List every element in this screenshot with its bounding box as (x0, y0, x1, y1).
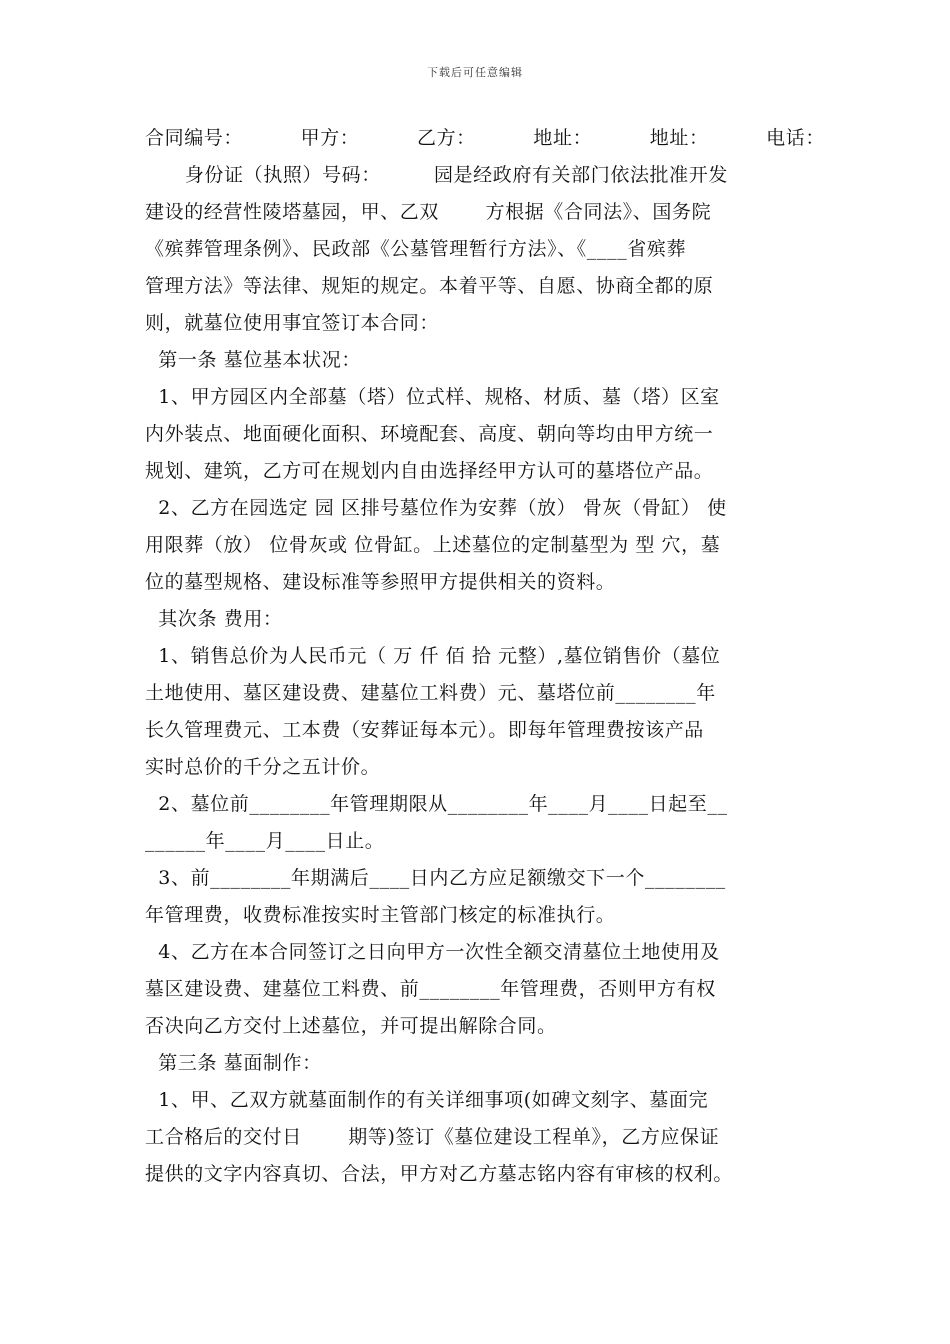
text-line: 年管理费，收费标准按实时主管部门核定的标准执行。 (145, 904, 616, 926)
text-line: 管理方法》等法律、规矩的规定。本着平等、自愿、协商全都的原 (145, 275, 714, 297)
text-line: 实时总价的千分之五计价。 (145, 756, 381, 778)
text-line: 提供的文字内容真切、合法，甲方对乙方墓志铭内容有审核的权利。 (145, 1163, 734, 1185)
text-line: 1、甲方园区内全部墓（塔）位式样、规格、材质、墓（塔）区室 (145, 386, 720, 408)
text-line: 则，就墓位使用事宜签订本合同： (145, 312, 440, 334)
text-line: 工合格后的交付日 期等)签订《墓位建设工程单》，乙方应保证 (145, 1126, 720, 1148)
text-line: 《殡葬管理条例》、民政部《公墓管理暂行方法》、《____省殡葬 (145, 238, 687, 260)
text-line: 墓区建设费、建墓位工料费、前________年管理费，否则甲方有权 (145, 978, 716, 1000)
field-phone: 电话： (766, 127, 825, 149)
text-line: 第三条 墓面制作： (145, 1052, 322, 1074)
text-line: 其次条 费用： (145, 608, 283, 630)
text-line: 3、前________年期满后____日内乙方应足额缴交下一个________ (145, 867, 726, 889)
text-line: 4、乙方在本合同签订之日向甲方一次性全额交清墓位土地使用及 (145, 941, 720, 963)
field-contract-number: 合同编号： (145, 127, 244, 149)
text-line: 内外装点、地面硬化面积、环境配套、高度、朝向等均由甲方统一 (145, 423, 714, 445)
page-header-note: 下载后可任意编辑 (427, 66, 523, 79)
field-party-a: 甲方： (300, 127, 360, 149)
field-address-1: 地址： (533, 127, 593, 149)
text-line: 否决向乙方交付上述墓位，并可提出解除合同。 (145, 1015, 557, 1037)
text-line: 土地使用、墓区建设费、建墓位工料费）元、墓塔位前________年 (145, 682, 716, 704)
text-line: ______年____月____日止。 (145, 830, 385, 852)
text-line: 长久管理费元、工本费（安葬证每本元）。即每年管理费按该产品 (145, 719, 704, 741)
contract-paragraphs (145, 157, 825, 1193)
text-line: 用限葬（放） 位骨灰或 位骨缸。上述墓位的定制墓型为 型 穴，墓 (145, 534, 721, 556)
text-line: 建设的经营性陵塔墓园，甲、乙双 方根据《合同法》、国务院 (145, 201, 712, 223)
field-party-b: 乙方： (416, 127, 476, 149)
text-line: 2、墓位前________年管理期限从________年____月____日起至__ (145, 793, 728, 815)
text-line: 位的墓型规格、建设标准等参照甲方提供相关的资料。 (145, 571, 616, 593)
field-address-2: 地址： (649, 127, 709, 149)
text-line: 身份证（执照）号码： 园是经政府有关部门依法批准开发 (145, 164, 728, 186)
text-line: 第一条 墓位基本状况： (145, 349, 361, 371)
contract-head-fields (145, 120, 825, 157)
text-line: 1、销售总价为人民币元（ 万 仟 佰 拾 元整）,墓位销售价（墓位 (145, 645, 721, 667)
text-line: 1、甲、乙双方就墓面制作的有关详细事项(如碑文刻字、墓面完 (145, 1089, 709, 1111)
contract-body (145, 120, 825, 1193)
text-line: 规划、建筑，乙方可在规划内自由选择经甲方认可的墓塔位产品。 (145, 460, 714, 482)
text-line: 2、乙方在园选定 园 区排号墓位作为安葬（放） 骨灰（骨缸） 使 (145, 497, 727, 519)
